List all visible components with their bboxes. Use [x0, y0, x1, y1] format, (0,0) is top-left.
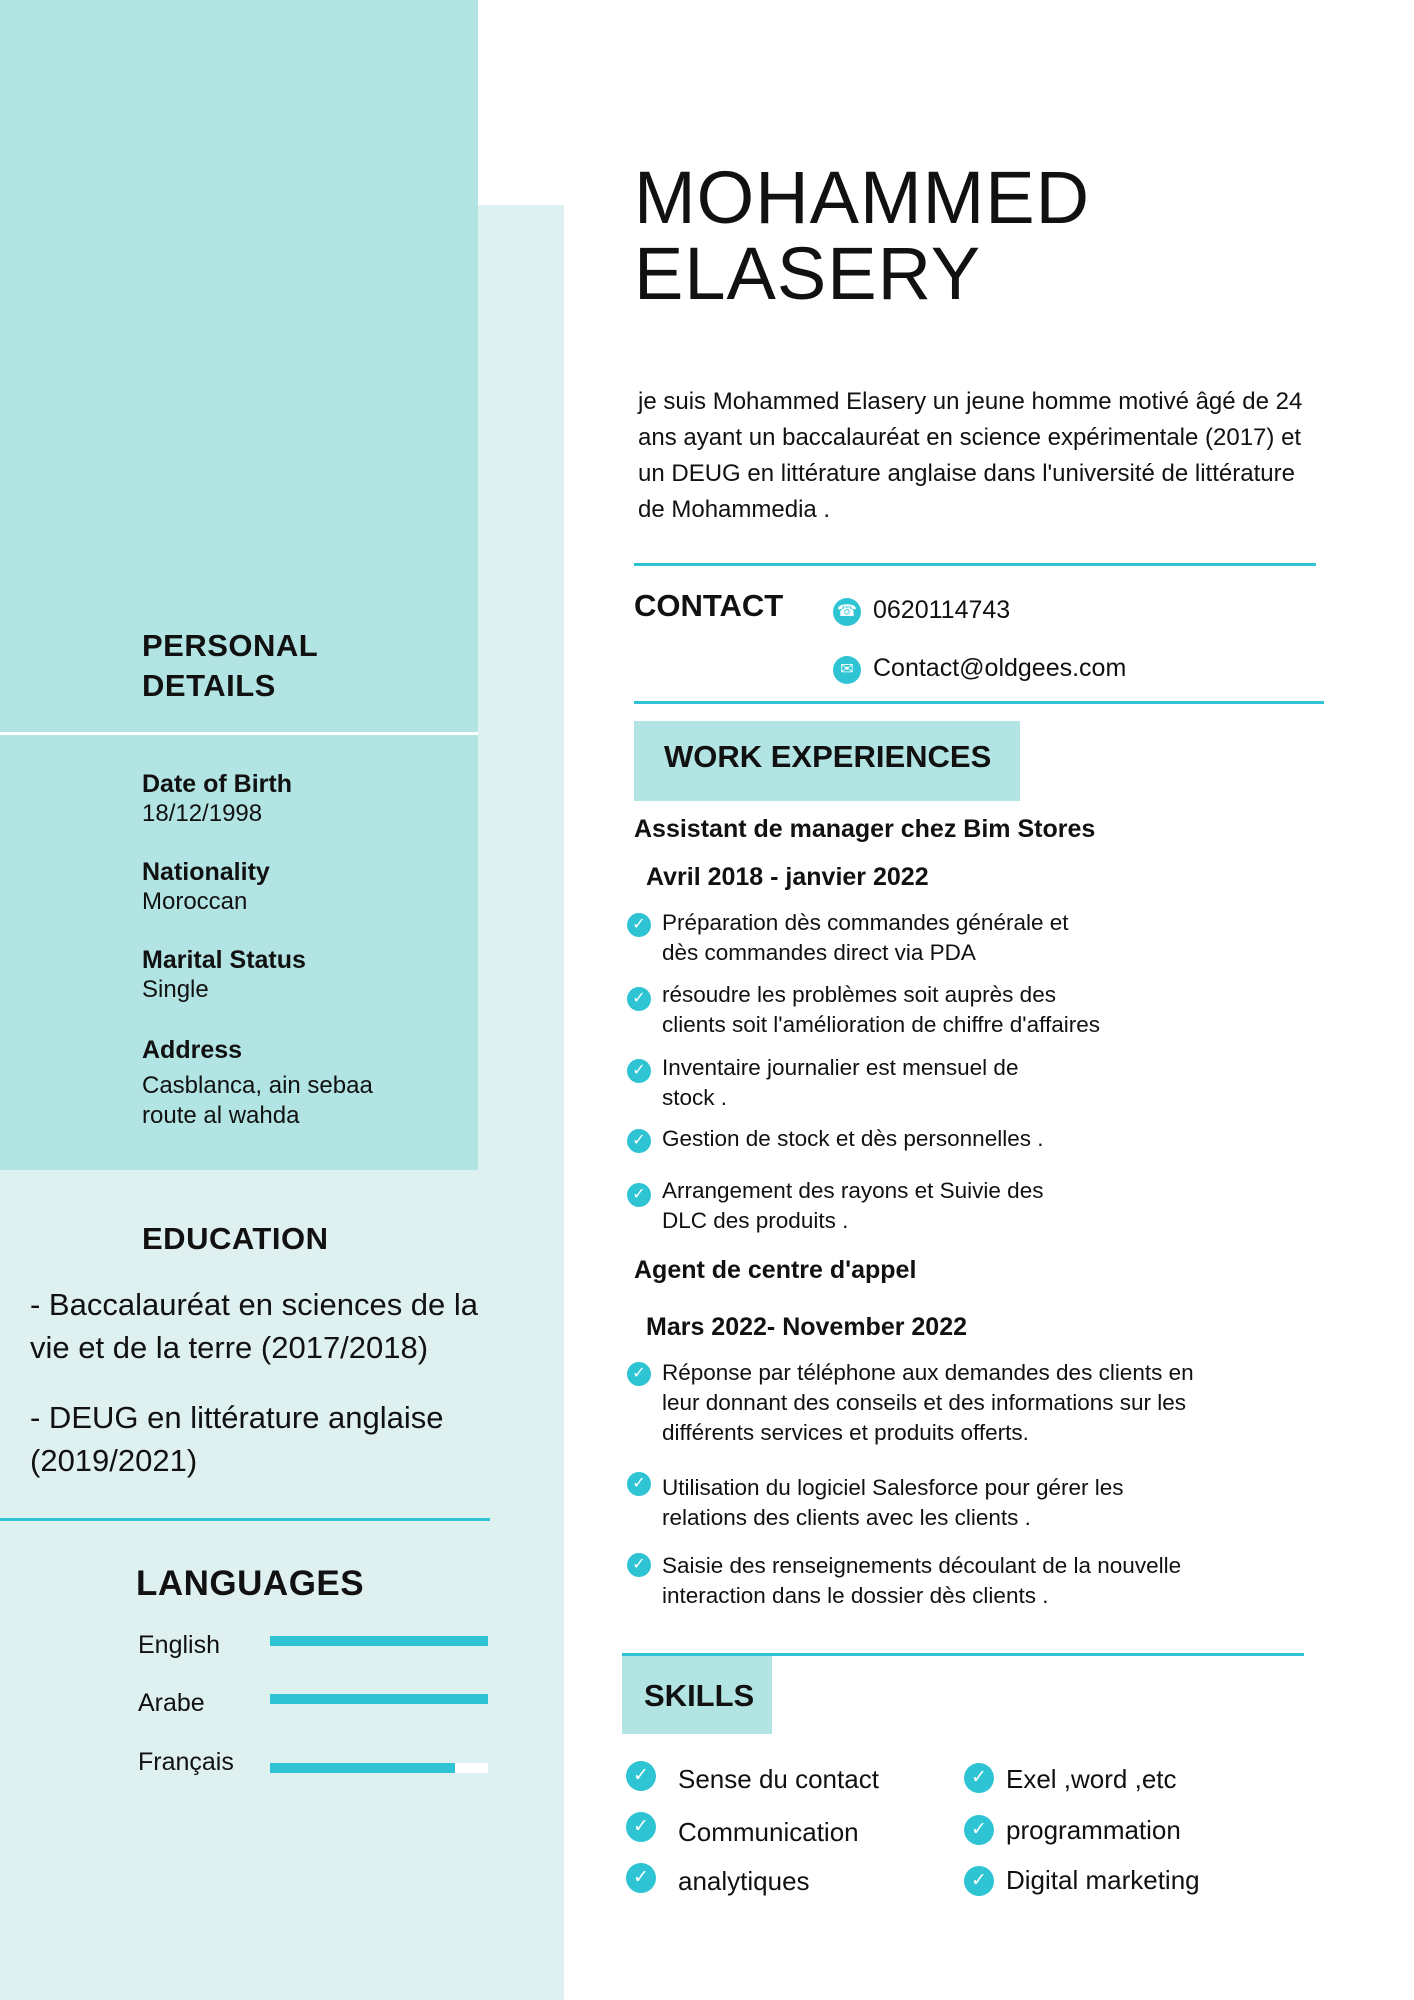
language-level-bar — [270, 1763, 488, 1773]
language-name: Français — [138, 1748, 234, 1776]
mail-icon: ✉ — [833, 656, 861, 684]
education-divider — [0, 1518, 490, 1521]
check-icon: ✓ — [626, 1863, 656, 1893]
skill-item: programmation — [1006, 1815, 1181, 1845]
contact-heading: CONTACT — [634, 588, 784, 623]
bullet-line: Arrangement des rayons et Suivie des — [662, 1178, 1044, 1203]
job-bullet — [662, 1473, 1123, 1533]
bullet-line: DLC des produits . — [662, 1208, 849, 1233]
phone-icon: ☎ — [833, 598, 861, 626]
contact-phone: 0620114743 — [873, 596, 1011, 624]
detail-label: Date of Birth — [142, 770, 292, 798]
job-period: Avril 2018 - janvier 2022 — [646, 863, 929, 891]
detail-value: 18/12/1998 — [142, 800, 263, 827]
detail-value-line1: Casblanca, ain sebaa — [142, 1072, 373, 1099]
check-icon: ✓ — [627, 1183, 651, 1207]
check-icon: ✓ — [627, 913, 651, 937]
language-level-bar — [270, 1694, 488, 1704]
job-title: Agent de centre d'appel — [634, 1256, 917, 1284]
detail-date-of-birth — [142, 769, 292, 829]
contact-email: Contact@oldgees.com — [873, 654, 1127, 682]
education-line2: (2019/2021) — [30, 1443, 198, 1478]
bullet-line: clients soit l'amélioration de chiffre d'affaires — [662, 1012, 1100, 1037]
profile-summary: je suis Mohammed Elasery un jeune homme motivé âgé de 24 ans ayant un baccalauréat en science expérimentale (2017) et un DEUG en littérature anglaise dans l'université de littérature de Mohammedia . — [638, 388, 1303, 523]
skills-heading: SKILLS — [644, 1678, 755, 1713]
education-line2: vie et de la terre (2017/2018) — [30, 1330, 429, 1365]
job-bullet — [662, 908, 1069, 968]
personal-heading-line2: DETAILS — [142, 668, 276, 703]
check-icon: ✓ — [627, 987, 651, 1011]
check-icon: ✓ — [627, 1553, 651, 1577]
skill-item: Digital marketing — [1006, 1865, 1200, 1895]
job-bullet — [662, 1053, 1018, 1113]
education-item — [30, 1396, 500, 1482]
work-heading: WORK EXPERIENCES — [664, 739, 992, 774]
candidate-name — [634, 156, 1091, 315]
detail-label: Marital Status — [142, 946, 306, 974]
detail-value-line2: route al wahda — [142, 1102, 300, 1129]
detail-address — [142, 1035, 373, 1131]
personal-heading-line1: PERSONAL — [142, 628, 319, 663]
job-bullet — [662, 1176, 1043, 1236]
bullet-line: interaction dans le dossier dès clients . — [662, 1583, 1049, 1608]
detail-value: Moroccan — [142, 888, 248, 915]
bullet-line: résoudre les problèmes soit auprès des — [662, 982, 1056, 1007]
education-line1: - DEUG en littérature anglaise — [30, 1400, 444, 1435]
personal-details-heading — [142, 626, 318, 706]
personal-divider — [0, 732, 478, 735]
job-bullet — [662, 1124, 1043, 1154]
skill-item: Communication — [678, 1817, 859, 1847]
bullet-line: leur donnant des conseils et des informations sur les — [662, 1390, 1187, 1415]
job-period: Mars 2022- November 2022 — [646, 1313, 968, 1341]
bullet-line: relations des clients avec les clients . — [662, 1505, 1031, 1530]
languages-heading: LANGUAGES — [136, 1564, 365, 1603]
check-icon: ✓ — [626, 1812, 656, 1842]
detail-marital-status — [142, 945, 306, 1005]
language-level-fill — [270, 1763, 455, 1773]
language-name: Arabe — [138, 1689, 205, 1717]
detail-label: Address — [142, 1036, 243, 1064]
check-icon: ✓ — [964, 1866, 994, 1896]
check-icon: ✓ — [627, 1129, 651, 1153]
education-heading: EDUCATION — [142, 1221, 329, 1256]
job-title: Assistant de manager chez Bim Stores — [634, 815, 1096, 843]
language-level-fill — [270, 1636, 488, 1646]
check-icon: ✓ — [627, 1472, 651, 1496]
detail-label: Nationality — [142, 858, 270, 886]
bullet-line: Utilisation du logiciel Salesforce pour gérer les — [662, 1475, 1124, 1500]
bullet-line: Saisie des renseignements découlant de la nouvelle — [662, 1553, 1182, 1578]
summary-divider — [634, 563, 1316, 566]
work-experiences-header — [634, 721, 1020, 801]
job-bullet — [662, 1551, 1181, 1611]
bullet-line: différents services et produits offerts. — [662, 1420, 1029, 1445]
check-icon: ✓ — [964, 1815, 994, 1845]
bullet-line: Préparation dès commandes générale et — [662, 910, 1069, 935]
education-item — [30, 1283, 500, 1369]
name-line1: MOHAMMED — [634, 156, 1091, 239]
detail-nationality — [142, 857, 270, 917]
bullet-line: dès commandes direct via PDA — [662, 940, 976, 965]
language-name: English — [138, 1631, 220, 1659]
skill-item: analytiques — [678, 1866, 810, 1896]
job-bullet — [662, 980, 1100, 1040]
bullet-line: Gestion de stock et dès personnelles . — [662, 1126, 1044, 1151]
skill-item: Sense du contact — [678, 1764, 879, 1794]
language-level-fill — [270, 1694, 488, 1704]
check-icon: ✓ — [627, 1059, 651, 1083]
check-icon: ✓ — [626, 1761, 656, 1791]
job-bullet — [662, 1358, 1194, 1448]
check-icon: ✓ — [627, 1362, 651, 1386]
bullet-line: Inventaire journalier est mensuel de — [662, 1055, 1019, 1080]
bullet-line: stock . — [662, 1085, 728, 1110]
education-line1: - Baccalauréat en sciences de la — [30, 1287, 479, 1322]
contact-divider — [634, 701, 1324, 704]
check-icon: ✓ — [964, 1763, 994, 1793]
skill-item: Exel ,word ,etc — [1006, 1764, 1177, 1794]
detail-value: Single — [142, 976, 209, 1003]
skills-header — [622, 1656, 772, 1734]
language-level-bar — [270, 1636, 488, 1646]
name-line2: ELASERY — [634, 232, 982, 315]
bullet-line: Réponse par téléphone aux demandes des clients en — [662, 1360, 1194, 1385]
